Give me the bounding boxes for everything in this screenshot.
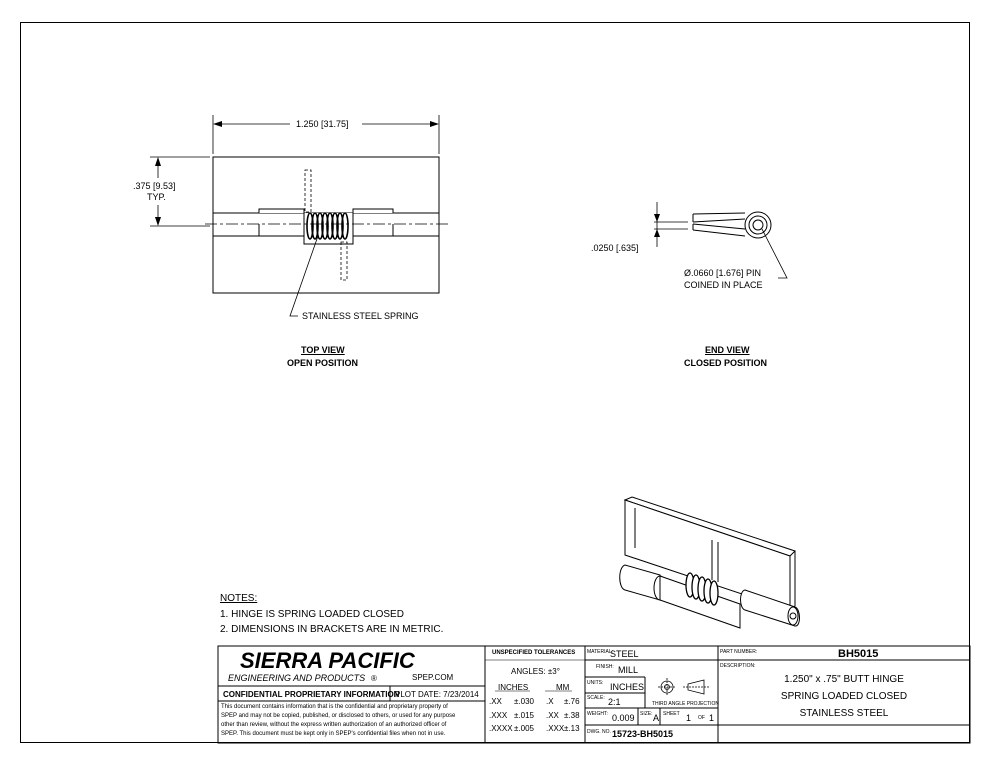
finish-label: FINISH:	[596, 664, 614, 670]
tolerance-place: .XXXX	[489, 724, 513, 733]
notes-heading: NOTES:	[220, 593, 258, 604]
mm-header: MM	[556, 683, 570, 692]
end-view-hinge	[693, 212, 771, 238]
company-subtitle: ENGINEERING AND PRODUCTS	[228, 673, 366, 683]
scale-value: 2:1	[608, 697, 621, 707]
note-item: 1. HINGE IS SPRING LOADED CLOSED	[220, 609, 404, 620]
company-name: SIERRA PACIFIC	[240, 648, 415, 673]
description-line: 1.250" x .75" BUTT HINGE	[784, 674, 904, 685]
disclaimer-line: other than review, without the express written authorization of an authorized officer of	[221, 722, 447, 728]
units-value: INCHES	[610, 682, 645, 692]
thickness-dimension-lines	[654, 202, 688, 247]
sheet-value: 1	[686, 713, 692, 723]
scale-label: SCALE:	[587, 695, 605, 701]
note-item: 2. DIMENSIONS IN BRACKETS ARE IN METRIC.	[220, 624, 444, 635]
description-block	[718, 674, 970, 725]
size-value: A	[653, 713, 660, 723]
disclaimer-line: SPEP. This document must be kept only in SPEP's confidential files when not in use.	[221, 731, 446, 737]
description-line: SPRING LOADED CLOSED	[780, 691, 908, 702]
angles-tolerance: ANGLES: ±3°	[511, 667, 560, 676]
dwg-no-label: DWG. NO.	[587, 729, 611, 735]
leaf-dimension-typ: TYP.	[147, 192, 166, 202]
tolerance-value: ±.005	[514, 724, 534, 733]
tolerance-place: .XX	[489, 697, 502, 706]
description-label: DESCRIPTION:	[720, 663, 756, 669]
weight-value: 0.009	[612, 713, 635, 723]
disclaimer-line: This document contains information that is the confidential and proprietary property of	[221, 704, 448, 710]
weight-label: WEIGHT:	[587, 711, 608, 717]
top-view-title: TOP VIEW	[301, 345, 345, 355]
width-dimension-text: 1.250 [31.75]	[296, 119, 349, 129]
thickness-dimension-text: .0250 [.635]	[591, 243, 639, 253]
spring-callout-label: STAINLESS STEEL SPRING	[302, 311, 419, 321]
size-label: SIZE:	[640, 711, 653, 717]
tolerance-place: .XXX	[489, 711, 508, 720]
isometric-hinge-view	[620, 497, 800, 628]
description-line: STAINLESS STEEL	[799, 708, 889, 719]
registered-mark: ®	[371, 674, 377, 683]
tolerance-value: ±.76	[564, 697, 580, 706]
pin-leader	[762, 229, 787, 278]
material-label: MATERIAL:	[587, 649, 614, 655]
tolerance-value: ±.015	[514, 711, 534, 720]
material-value: STEEL	[610, 649, 639, 659]
tolerance-value: ±.13	[564, 724, 580, 733]
tolerances-header: UNSPECIFIED TOLERANCES	[492, 650, 576, 656]
part-number-value: BH5015	[838, 648, 879, 660]
third-angle-projection-symbol	[658, 678, 709, 696]
sheet-of-label: OF	[698, 715, 705, 721]
tolerance-place: .XX	[546, 711, 559, 720]
spring-coils	[307, 213, 348, 239]
plot-date: PLOT DATE: 7/23/2014	[395, 690, 479, 699]
end-view-title: END VIEW	[705, 345, 750, 355]
spring-leader	[290, 236, 318, 316]
top-view-hinge	[213, 157, 439, 293]
sheet-total-value: 1	[709, 713, 715, 723]
sheet-label: SHEET	[663, 711, 680, 717]
leaf-dimension-text: .375 [9.53]	[133, 181, 176, 191]
dwg-no-value: 15723-BH5015	[612, 729, 674, 739]
projection-label: THIRD ANGLE PROJECTION	[652, 701, 719, 707]
finish-value: MILL	[618, 665, 639, 675]
pin-callout-line2: COINED IN PLACE	[684, 280, 763, 290]
tolerance-place: .X	[546, 697, 554, 706]
inches-header: INCHES	[498, 683, 529, 692]
top-view-subtitle: OPEN POSITION	[287, 358, 359, 368]
disclaimer-line: SPEP and may not be copied, published, or disclosed to others, or used for any purpose	[221, 713, 456, 719]
tolerance-value: ±.38	[564, 711, 580, 720]
units-label: UNITS:	[587, 680, 604, 686]
tolerance-value: ±.030	[514, 697, 534, 706]
end-view-subtitle: CLOSED POSITION	[684, 358, 768, 368]
company-website: SPEP.COM	[412, 673, 454, 682]
part-number-label: PART NUMBER:	[720, 649, 758, 655]
confidential-label: CONFIDENTIAL PROPRIETARY INFORMATION	[223, 690, 400, 699]
tolerance-place: .XXX	[546, 724, 565, 733]
pin-callout-line1: Ø.0660 [1.676] PIN	[684, 268, 762, 278]
